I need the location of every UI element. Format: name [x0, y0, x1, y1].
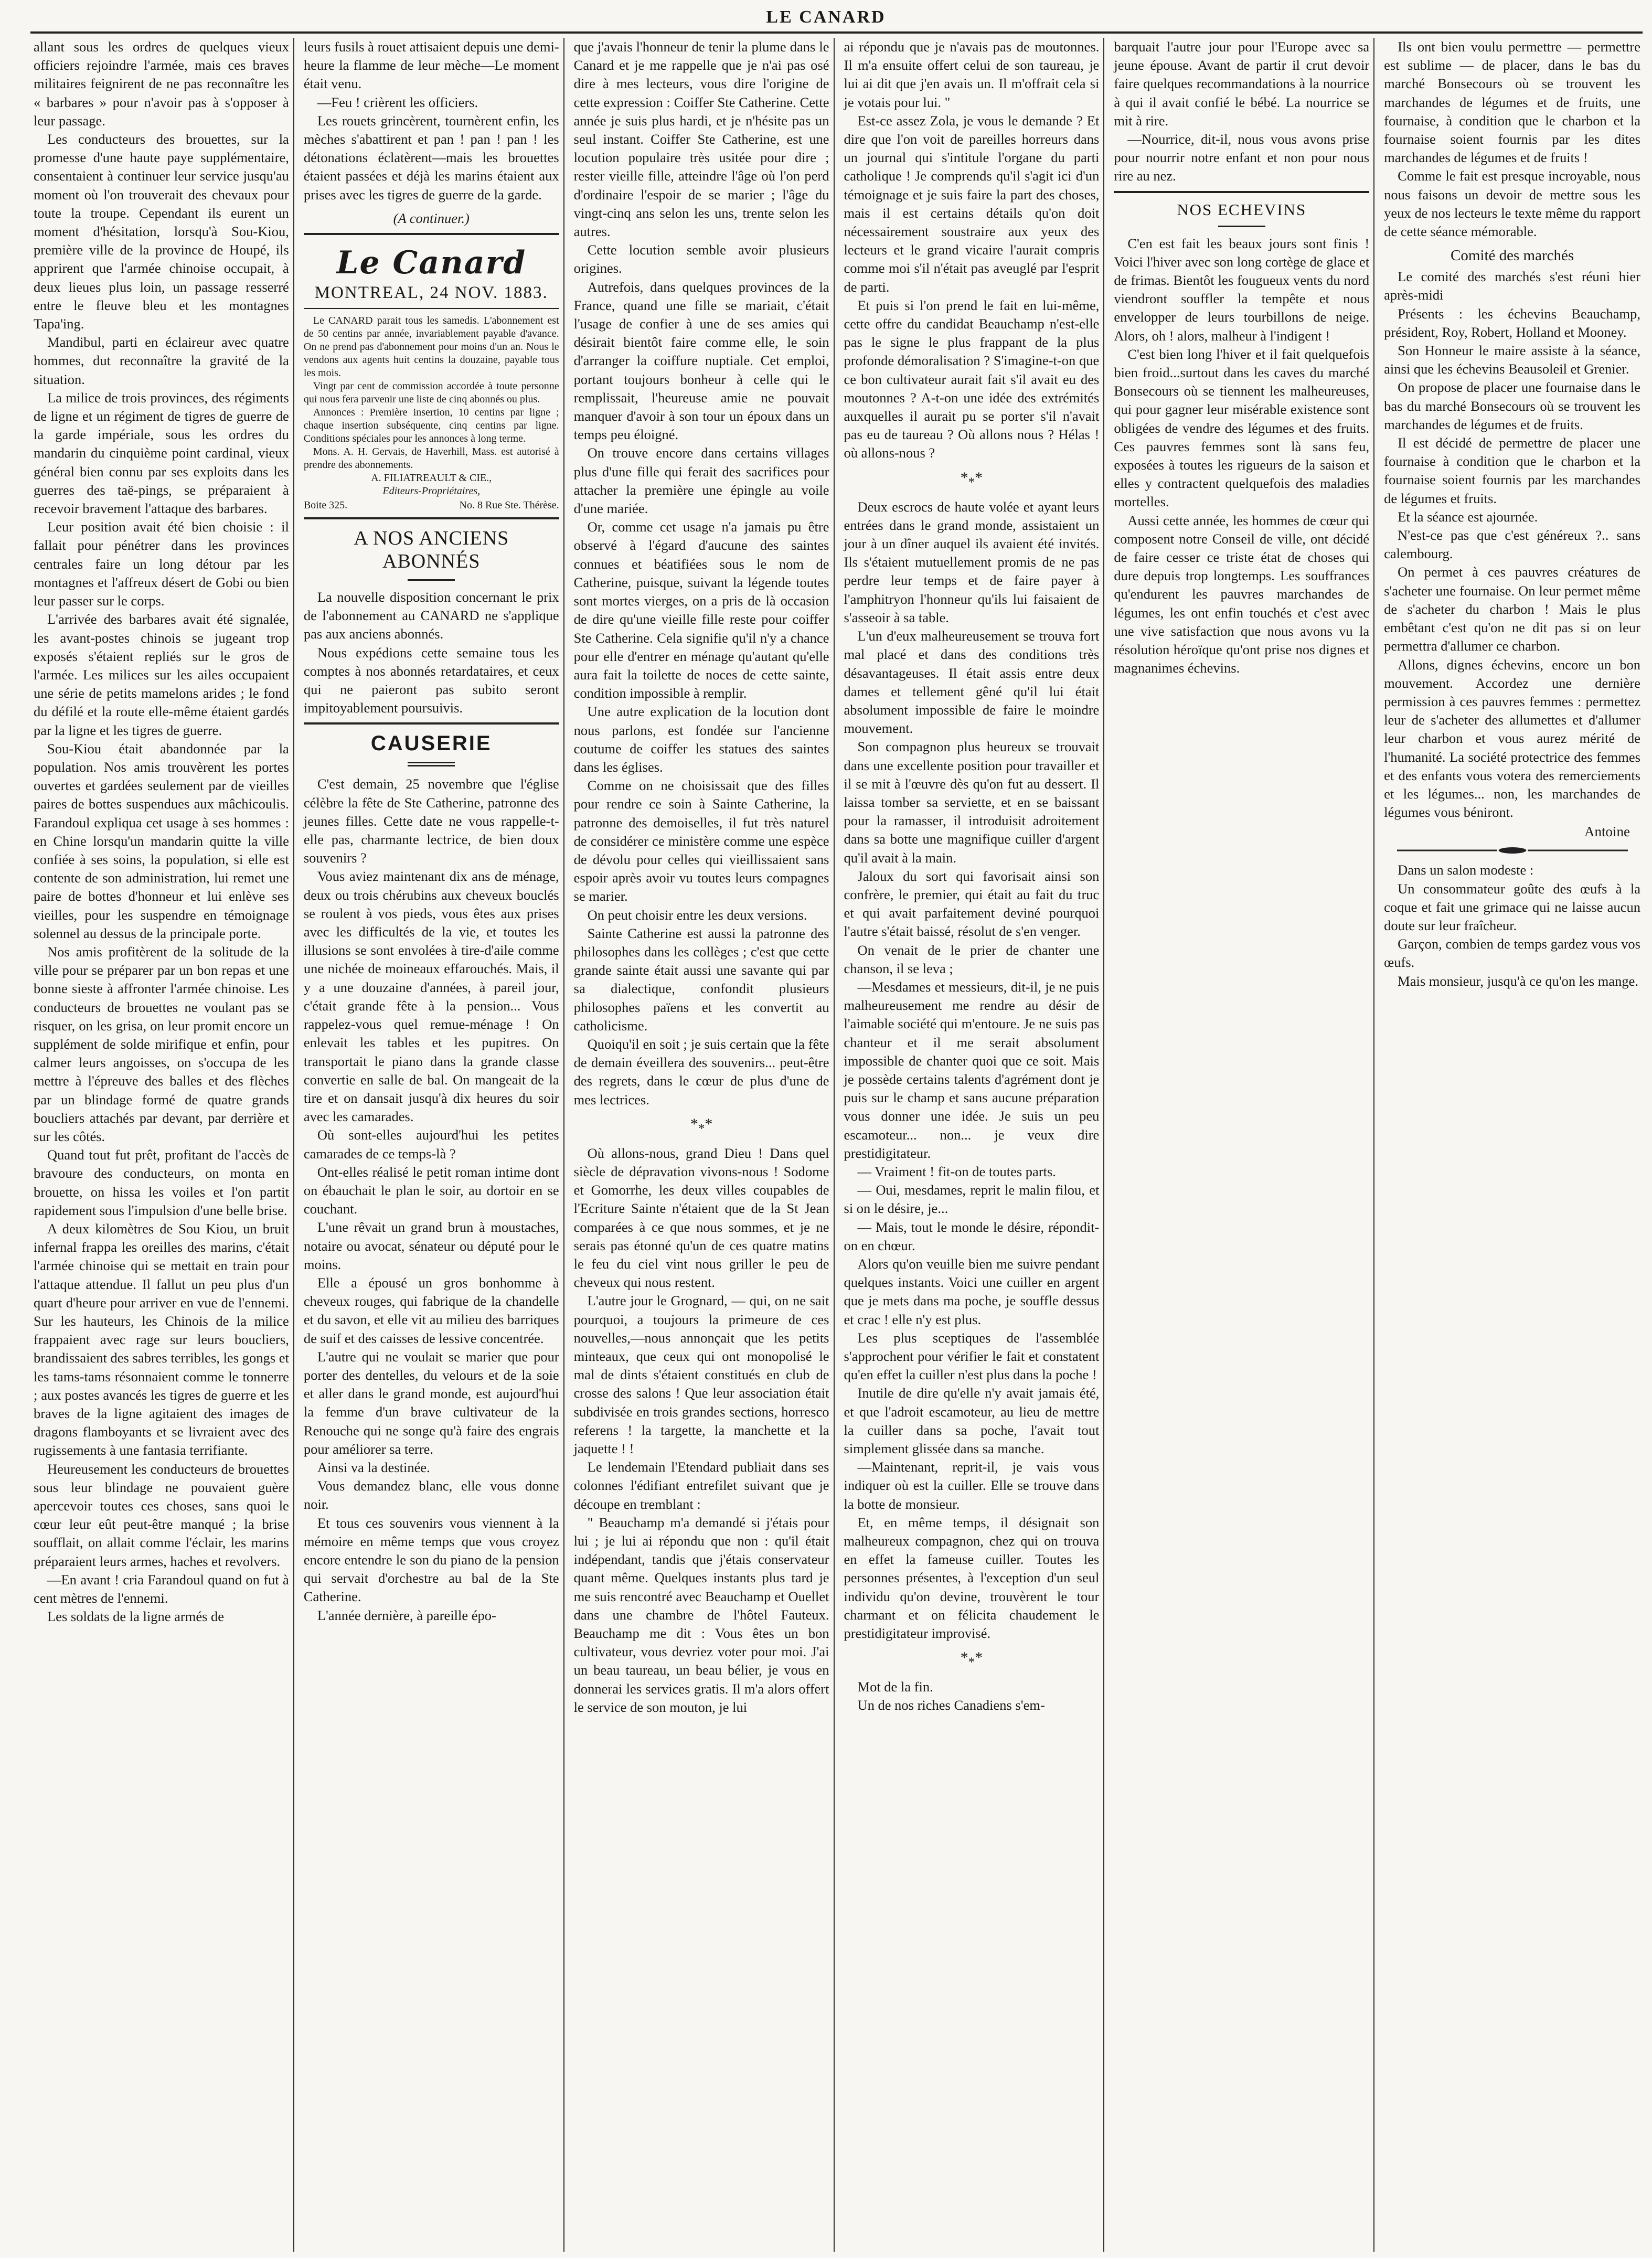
masthead-dateline: MONTREAL, 24 NOV. 1883.	[314, 283, 548, 303]
paragraph: Où sont-elles aujourd'hui les petites camarades de ce temps-là ?	[303, 1127, 559, 1162]
paragraph: —Maintenant, reprit-il, je vais vous indiquer où est la cuiller. Elle se trouve dans la botte de monsieur.	[844, 1459, 1100, 1512]
paragraph: N'est-ce pas que c'est généreux ?.. sans calembourg.	[1384, 527, 1640, 562]
masthead	[304, 244, 559, 303]
paragraph: Vous aviez maintenant dix ans de ménage, deux ou trois chérubins aux cheveux bouclés se roulent à vos pieds, vous êtes aux prises avec les difficultés de la vie, et toutes les illusions se sont envolées à tire-d'aile comme une nichée de moineaux effarouchés. Mais, il y a une douzaine d'années, à pareil jour, c'était grande fête à la pension... Vous rappelez-vous quel remue-ménage ! On enlevait les tables et les pupitres. On transportait le piano dans la grande classe convertie en salle de bal. On mangeait de la tire et on dansait jusqu'à dix heures du soir avec les camarades.	[303, 868, 559, 1125]
heading-divider	[1218, 226, 1265, 227]
ornamental-rule	[1397, 846, 1628, 855]
paragraph: " Beauchamp m'a demandé si j'étais pour lui ; je lui ai répondu que non : qu'il était indépendant, tandis que j'étais conservateur quant même. Quelques instants plus tard je me suis rencontré avec Beauchamp et Ouellet dans une chambre de l'hôtel Fauteux. Beauchamp me dit : Vous êtes un bon cultivateur, vous devriez voter pour moi. J'ai un beau taureau, un beau bélier, je vous en donnerai les services gratis. Il m'a alors offert le service de son mouton, je lui	[573, 1514, 829, 1715]
notice-paragraph: Mons. A. H. Gervais, de Haverhill, Mass. est autorisé à prendre des abonnements.	[303, 446, 559, 471]
anciens-heading: A NOS ANCIENS ABONNÉS	[354, 527, 509, 573]
paragraph: — Mais, tout le monde le désire, répondit-on en chœur.	[844, 1219, 1100, 1253]
column-1	[31, 38, 294, 2252]
paragraph: Aussi cette année, les hommes de cœur qui composent notre Conseil de ville, ont décidé de faire cesser ce triste état de choses qui dure depuis trop longtemps. Les souffrances qu'endurent les pauvres marchandes de légumes, les ont enfin touchés et c'est avec une vive satisfaction que nous avons vu la résolution héroïque qu'ont prise nos dignes et magnanimes échevins.	[1114, 512, 1370, 676]
paragraph: Deux escrocs de haute volée et ayant leurs entrées dans le grand monde, assistaient un jour à un dîner auquel ils avaient été invités. Ils s'étaient mutuellement promis de ne pas perdre leur temps et de faire payer à l'amphitryon l'honneur qu'ils lui faisaient de s'asseoir à sa table.	[844, 498, 1100, 625]
paragraph: L'un d'eux malheureusement se trouva fort mal placé et dans des conditions très désavantageuses. Il était assis entre deux dames et tellement gêné qu'il lui était absolument impossible de faire le moindre mouvement.	[844, 628, 1100, 737]
paragraph: Et tous ces souvenirs vous viennent à la mémoire en même temps que vous croyez encore entendre le son du piano de la pension qui servait d'orchestre au bal de la Ste Catherine.	[303, 1515, 559, 1605]
paragraph: Les conducteurs des brouettes, sur la promesse d'une haute paye supplémentaire, consentaient à continuer leur service jusqu'au moment où l'on trouverait des chevaux pour toute la troupe. Cependant ils eurent un moment d'hésitation, lorsqu'à Sou-Kiou, première ville de la province de Houpé, ils apprirent que l'armée chinoise occupait, à deux lieues plus loin, un passage resserré entre le fleuve bleu et les montagnes Tapa'ing.	[34, 131, 289, 332]
paragraph: C'est bien long l'hiver et il fait quelquefois bien froid...surtout dans les caves du marché Bonsecours où se tiennent les malheureuses, qui pour gagner leur misérable existence sont obligées de vendre des légumes et des fruits. Ces pauvres femmes sont là sans feu, exposées à toutes les rigueurs de la saison et elles y contractent quelquefois des maladies mortelles.	[1114, 346, 1370, 510]
paragraph: Il est décidé de permettre de placer une fournaise à condition que le charbon et la fournaise soient fournis par les marchandes de légumes et fruits.	[1384, 435, 1640, 506]
section-rule	[304, 517, 559, 519]
paragraph: La nouvelle disposition concernant le prix de l'abonnement au CANARD ne s'applique pas aux anciens abonnés.	[303, 589, 559, 642]
paragraph: barquait l'autre jour pour l'Europe avec sa jeune épouse. Avant de partir il crut devoir faire quelques recommandations à la nourrice à qui il avait confié le bébé. La nourrice se mit à rire.	[1114, 39, 1370, 129]
column-5	[1112, 38, 1374, 2252]
columns	[31, 38, 1645, 2252]
paragraph: —Nourrice, dit-il, nous vous avons prise pour nourrir notre enfant et non pour nous rire au nez.	[1114, 131, 1370, 184]
paragraph: Mandibul, parti en éclaireur avec quatre hommes, dut reconnaître la gravité de la situation.	[34, 334, 289, 387]
paragraph: Est-ce assez Zola, je vous le demande ? Et dire que l'on voit de pareilles horreurs dans un journal qui s'intitule l'organe du parti catholique ! Je comprends qu'il s'agit ici d'un témoignage et je suis faire la part des choses, mais il est certains détails qu'on doit nécessairement soustraire aux yeux des lecteurs et le grand vicaire l'aurait compris comme moi s'il n'était pas aveuglé par l'esprit de parti.	[844, 112, 1100, 295]
paragraph: Mais monsieur, jusqu'à ce qu'on les mange.	[1398, 973, 1639, 989]
paragraph: Leur position avait été bien choisie : il fallait pour pénétrer dans les provinces centrales faire un long détour par les montagnes et l'affreux désert de Gobi ou bien leur passer sur le corps.	[34, 519, 289, 609]
paragraph: — Oui, mesdames, reprit le malin filou, et si on le désire, je...	[844, 1182, 1100, 1217]
paragraph: Ainsi va la destinée.	[317, 1459, 430, 1475]
paragraph: Nous expédions cette semaine tous les comptes à nos abonnés retardataires, et ceux qui ne paieront pas subito seront impitoyablement poursuivis.	[303, 644, 559, 716]
paragraph: Mot de la fin.	[857, 1679, 933, 1695]
asterism-separator: $*_**$	[690, 1115, 713, 1136]
paragraph: Ont-elles réalisé le petit roman intime dont on ébauchait le plan le soir, au dortoir en se couchant.	[303, 1164, 559, 1217]
paragraph: Où allons-nous, grand Dieu ! Dans quel siècle de dépravation vivons-nous ! Sodome et Gomorrhe, les deux villes coupables de l'Ecriture Sainte n'étaient que de la St Jean comparées à ce que nous sommes, et je ne serais pas étonné qu'un de ces quatre matins le feu du ciel vint nous griller le peu de cheveux qui nous restent.	[573, 1145, 829, 1291]
paragraph: Quand tout fut prêt, profitant de l'accès de bravoure des conducteurs, on monta en brouette, on hissa les voiles et l'on partit rapidement sous l'impulsion d'une belle brise.	[34, 1147, 289, 1218]
paragraph: — Vraiment ! fit-on de toutes parts.	[857, 1163, 1056, 1179]
author-signature: Antoine	[1584, 824, 1630, 840]
subscription-notice	[304, 314, 559, 512]
paragraph: Vous demandez blanc, elle vous donne noir.	[303, 1478, 559, 1513]
header-rule	[30, 31, 1643, 34]
paragraph: —Feu ! crièrent les officiers.	[317, 94, 478, 110]
paragraph: Inutile de dire qu'elle n'y avait jamais été, et que l'adroit escamoteur, au lieu de mettre la cuiller dans sa poche, l'avait tout simplement glissée dans sa manche.	[844, 1385, 1100, 1457]
paragraph: On trouve encore dans certains villages plus d'une fille qui ferait des sacrifices pour attacher la première une épingle au voile d'une mariée.	[573, 445, 829, 517]
heading-divider	[408, 762, 455, 763]
paragraph: L'autre qui ne voulait se marier que pour porter des dentelles, du velours et de la soie et aller dans le grand monde, est aujourd'hui la femme d'un brave cultivateur de la Renouche qui ne songe qu'à faire des engrais pour améliorer sa terre.	[303, 1348, 559, 1457]
masthead-rule	[304, 308, 559, 309]
paragraph: L'année dernière, à pareille épo-	[317, 1607, 496, 1623]
paragraph: L'arrivée des barbares avait été signalée, les avant-postes chinois se jugeant trop exposés s'étaient repliés sur le gros de l'armée. Les milices sur les ailes occupaient une série de petits mamelons arides ; le fond du défilé et la route elle-même étaient gardés par la ligne et les tigres de guerre.	[34, 611, 289, 738]
paragraph: ai répondu que je n'avais pas de moutonnes. Il m'a ensuite offert celui de son taureau, je lui ai dit que j'en avais un. Il m'offrait cela si je votais pour lui. "	[844, 39, 1100, 110]
paragraph: Et, en même temps, il désignait son malheureux compagnon, chez qui on trouva en effet la fameuse cuiller. Toutes les personnes présentes, à l'exception d'un seul individu qu'on devine, trouvèrent le tour charmant et on félicita chaudement le prestidigitateur improvisé.	[844, 1514, 1100, 1642]
section-rule	[304, 233, 559, 235]
paragraph: Heureusement les conducteurs de brouettes sous leur blindage ne pouvaient guère apercevoir toutes ces choses, sans quoi le cœur leur eût peut-être manqué ; la brise soufflait, on allait comme l'éclair, les marins préparaient leurs armes, haches et revolvers.	[34, 1461, 289, 1569]
column-6	[1382, 38, 1645, 2252]
continued-note: (A continuer.)	[393, 210, 470, 226]
paragraph: On propose de placer une fournaise dans le bas du marché Bonsecours où se trouvent les marchandes de légumes et de fruits.	[1384, 379, 1640, 432]
paragraph: Or, comme cet usage n'a jamais pu être observé à l'égard d'aucune des saintes connues et béatifiées sous le nom de Catherine, puisque, suivant la légende toutes sont mortes vierges, on a pris de là occasion de dire qu'une vieille fille reste pour coiffer Ste Catherine. Cela signifie qu'il n'y a chance pour elle d'entrer en ménage qu'autant qu'elle aura fait la toilette de noces de cette sainte, condition impossible à remplir.	[573, 519, 829, 701]
paragraph: Comme le fait est presque incroyable, nous nous faisons un devoir de mettre sous les yeux de nos lecteurs le texte même du rapport de cette séance mémorable.	[1384, 168, 1640, 240]
paragraph: Son compagnon plus heureux se trouvait dans une excellente position pour travailler et il se mit à l'œuvre dès qu'on fut au dessert. Il laissa tomber sa serviette, et en se baissant pour la ramasser, il introduisit adroitement dans sa botte une magnifique cuiller d'argent qu'il avait à la main.	[844, 739, 1100, 866]
paragraph: Un de nos riches Canadiens s'em-	[857, 1697, 1045, 1713]
paragraph: C'en est fait les beaux jours sont finis ! Voici l'hiver avec son long cortège de glace et de frimas. Bientôt les fougueux vents du nord viendront souffler la tempête et nous envelopper de leurs tourbillons de neige. Alors, oh ! alors, malheur à l'indigent !	[1114, 235, 1370, 344]
publisher-role: Editeurs-Propriétaires,	[382, 485, 481, 497]
paragraph: Et la séance est ajournée.	[1398, 508, 1538, 525]
paragraph: On venait de le prier de chanter une chanson, il se leva ;	[844, 942, 1100, 976]
paragraph: On permet à ces pauvres créatures de s'acheter une fournaise. On leur permet même de s'acheter du charbon ! Mais le plus embêtant c'est qu'on ne dit pas si on leur permettra d'allumer ce charbon.	[1384, 564, 1640, 654]
paragraph: Sainte Catherine est aussi la patronne des philosophes dans les collèges ; c'est que cette grande sainte était aussi une savante qui par sa dialectique, confondit plusieurs philosophes païens et les convertit au catholicisme.	[573, 925, 829, 1034]
paragraph: Son Honneur le maire assiste à la séance, ainsi que les échevins Beausoleil et Grenier.	[1384, 343, 1640, 377]
comite-heading: Comité des marchés	[1450, 247, 1574, 264]
notice-paragraph: Le CANARD parait tous les samedis. L'abonnement est de 50 centins par année, invariablement payable d'avance. On ne prend pas d'abonnement pour moins d'un an. Nous le vendons aux agents huit centins la douzaine, payable tous les mois.	[303, 315, 559, 379]
paragraph: Le lendemain l'Etendard publiait dans ses colonnes l'édifiant entrefilet suivant que je découpe en tremblant :	[573, 1459, 829, 1512]
paragraph: Un consommateur goûte des œufs à la coque et fait une grimace qui ne laisse aucun doute sur leur fraîcheur.	[1384, 880, 1640, 933]
paragraph: Quoiqu'il en soit ; je suis certain que la fête de demain éveillera des souvenirs... peut-être des regrets, dans le cœur de plus d'une de mes lectrices.	[573, 1036, 829, 1107]
paragraph: Le comité des marchés s'est réuni hier après-midi	[1384, 269, 1640, 303]
paragraph: Sou-Kiou était abandonnée par la population. Nos amis trouvèrent les portes ouvertes et gardées seulement par de vieilles paires de bottes suspendues aux mâchicoulis. Farandoul expliqua cet usage à ses hommes : en Chine lorsqu'un mandarin quitte la ville confiée à ses soins, la population, si elle est contente de son administration, lui remet une paire de bottes d'honneur et lui enlève ses vieilles, pour les suspendre en témoignage solennel au dessus de la principale porte.	[34, 740, 289, 941]
paragraph: Cette locution semble avoir plusieurs origines.	[573, 242, 829, 276]
street-address: No. 8 Rue Ste. Thérèse.	[459, 499, 559, 512]
paragraph: Présents : les échevins Beauchamp, président, Roy, Robert, Holland et Mooney.	[1384, 305, 1640, 340]
causerie-heading: CAUSERIE	[370, 732, 492, 755]
paragraph: —Mesdames et messieurs, dit-il, je ne puis malheureusement me rendre au désir de l'aimable société qui m'entoure. Je ne suis pas chanteur et il me serait absolument impossible de chanter quoi que ce soit. Mais je possède certains talents d'agrément dont je puis sur le champ et sans aucune préparation vous donner une idée. Je suis un peu escamoteur... non... je veux dire prestidigitateur.	[844, 978, 1100, 1161]
section-rule	[304, 722, 559, 725]
running-head: LE CANARD	[766, 7, 886, 27]
paragraph: Alors qu'on veuille bien me suivre pendant quelques instants. Voici une cuiller en argent que je mets dans ma poche, je souffle dessus et crac ! elle n'y est plus.	[844, 1256, 1100, 1327]
paragraph: A deux kilomètres de Sou Kiou, un bruit infernal frappa les oreilles des marins, c'était l'armée chinoise qui se mettait en train pour l'attaque attendue. Il fallut un peu plus d'un quart d'heure pour arriver en vue de l'ennemi. Sur les hauteurs, les Chinois de la milice frappaient avec rage sur leurs boucliers, brandissaient des sabres terribles, les gongs et les tams-tams résonnaient comme le tonnerre ; aux postes avancés les tigres de guerre et les braves de la ligne agitaient des images de dragons flamboyants et se livraient avec des rugissements à une fantasia terrifiante.	[34, 1221, 289, 1458]
column-2	[302, 38, 564, 2252]
paragraph: Allons, dignes échevins, encore un bon mouvement. Accordez une dernière permission à ces pauvres femmes : permettez leur de s'acheter des allumettes et d'allumer leur charbon et vous aurez mérité de l'humanité. La société protectrice des femmes et des enfants vous votera des remerciements et les légumes... non, les marchandes de légumes vous béniront.	[1384, 656, 1640, 821]
paragraph: Et puis si l'on prend le fait en lui-même, cette offre du candidat Beauchamp n'est-elle pas le signe le plus frappant de la plus profonde démoralisation ? S'imagine-t-on que ce bon cultivateur aurait fait s'il avait eu des moutonnes ? A-t-on une idée des extrémités auxquelles il aurait pu se porter s'il n'avait pas eu de taureau ? Où allons nous ? Hélas ! où allons-nous ?	[844, 297, 1100, 461]
publisher-address-line	[304, 499, 559, 512]
paragraph: L'une rêvait un grand brun à moustaches, notaire ou avocat, sénateur ou député pour le moins.	[303, 1219, 559, 1272]
echevins-heading: NOS ECHEVINS	[1177, 200, 1307, 219]
paragraph: On peut choisir entre les deux versions.	[587, 907, 807, 923]
paragraph: allant sous les ordres de quelques vieux officiers rejoindre l'armée, mais ces braves militaires feignirent de ne pas reconnaître les « barbares » pour n'avoir pas à s'opposer à leur passage.	[34, 39, 289, 129]
paragraph: Jaloux du sort qui favorisait ainsi son confrère, le premier, qui était au fait du truc et qui avait parfaitement deviné pourquoi l'autre s'était baissé, résolut de s'en venger.	[844, 868, 1100, 940]
heading-divider	[408, 579, 455, 581]
paragraph: Comme on ne choisissait que des filles pour rendre ce soin à Sainte Catherine, la patronne des demoiselles, il fut très naturel de considérer ce ministère comme une espèce de dévolu pour celles qui vieillissaient sans espoir après avoir vu toutes leurs compagnes se marier.	[573, 777, 829, 904]
masthead-title: Le Canard	[336, 244, 527, 282]
notice-paragraph: Annonces : Première insertion, 10 centins par ligne ; chaque insertion subséquente, cinq centins par ligne. Conditions spéciales pour les annonces à long terme.	[303, 407, 559, 445]
po-box: Boite 325.	[303, 499, 348, 512]
column-3	[572, 38, 835, 2252]
asterism-separator: $*_**$	[960, 1649, 983, 1670]
paragraph: Ils ont bien voulu permettre — permettre est sublime — de placer, dans le bas du marché Bonsecours où se trouvent les marchandes de légumes et de fruits, une fournaise, à condition que le charbon et la fournaise soient fournis par les dites marchandes de légumes et de fruits !	[1384, 39, 1640, 166]
paragraph: leurs fusils à rouet attisaient depuis une demi-heure la flamme de leur mèche—Le moment était venu.	[303, 39, 559, 92]
paragraph: La milice de trois provinces, des régiments de ligne et un régiment de tigres de guerre de la garde impériale, sous les ordres du mandarin du cinquième point cardinal, vieux général bien connu par ses exploits dans les guerres des taë-pings, se préparaient à recevoir bravement l'attaque des barbares.	[34, 389, 289, 517]
paragraph: Une autre explication de la locution dont nous parlons, est fondée sur l'ancienne coutume de coiffer les statues des saintes dans les églises.	[573, 704, 829, 775]
paragraph: Garçon, combien de temps gardez vous vos œufs.	[1384, 936, 1640, 971]
paragraph: Dans un salon modeste :	[1398, 862, 1534, 878]
paragraph: Les rouets grincèrent, tournèrent enfin, les mèches s'abattirent et pan ! pan ! pan ! les détonations éclatèrent—mais les brouettes étaient passées et déjà les marins étaient aux prises avec les tigres de guerre de la garde.	[303, 112, 559, 203]
paragraph: Les soldats de la ligne armés de	[47, 1609, 225, 1625]
column-4	[842, 38, 1105, 2252]
paragraph: Les plus sceptiques de l'assemblée s'approchent pour vérifier le fait et constatent qu'en effet la cuiller n'est plus dans la poche !	[844, 1329, 1100, 1383]
paragraph: Autrefois, dans quelques provinces de la France, quand une fille se mariait, c'était l'usage de confier à une de ses amies qui désirait bientôt faire comme elle, le soin d'arranger la coiffure nuptiale. Cet emploi, portant toujours bonheur à celle qui le remplissait, l'heureuse amie ne pouvait manquer d'avoir à son tour un époux dans un temps peu éloigné.	[573, 279, 829, 443]
notice-paragraph: Vingt par cent de commission accordée à toute personne qui nous fera parvenir une liste de cinq abonnés ou plus.	[303, 380, 559, 406]
paragraph: que j'avais l'honneur de tenir la plume dans le Canard et je me rappelle que je n'ai pas osé dire à mes lecteurs, vous dire l'origine de cette expression : Coiffer Ste Catherine. Cette année je suis plus hardi, et je n'hésite pas un seul instant. Coiffer Ste Catherine, est une locution populaire très usitée pour dire ; rester vieille fille, atteindre l'âge où l'on perd d'ordinaire l'espoir de se marier ; l'âge du vingt-cinq ans selon les uns, trente selon les autres.	[573, 39, 829, 240]
section-rule	[1114, 191, 1369, 193]
paragraph: L'autre jour le Grognard, — qui, on ne sait pourquoi, a toujours la primeure de ces nouvelles,—nous annonçait que les petits minteaux, que ceux qui ont monopolisé le mal de dints s'étaient constitués en club de crosse des salons ! Que leur association était subdivisée en trois grandes sections, horresco referens ! la targette, la manchette et la jaquette ! !	[573, 1293, 829, 1457]
paragraph: Elle a épousé un gros bonhomme à cheveux rouges, qui fabrique de la chandelle et du savon, et elle vit au milieu des barriques de suif et des caisses de lessive concentrée.	[303, 1274, 559, 1346]
paragraph: Nos amis profitèrent de la solitude de la ville pour se préparer par un bon repas et une bonne sieste à affronter l'armée chinoise. Les conducteurs de brouettes ne voulant pas se risquer, on les grisa, on leur promit encore un supplément de solde mirifique et enfin, pour calmer leurs angoisses, on s'occupa de les mettre à l'épreuve des balles et des flèches par un blindage formé de quatre grands boucliers attachés par devant, par derrière et sur les côtés.	[34, 943, 289, 1144]
asterism-separator: $*_**$	[960, 468, 983, 489]
paragraph: C'est demain, 25 novembre que l'église célèbre la fête de Ste Catherine, patronne des jeunes filles. Cette date ne vous rappelle-t-elle pas, charmante lectrice, de bien doux souvenirs ?	[303, 776, 559, 866]
paragraph: —En avant ! cria Farandoul quand on fut à cent mètres de l'ennemi.	[34, 1571, 289, 1606]
publisher-name: A. FILIATREAULT & CIE.,	[371, 472, 492, 484]
